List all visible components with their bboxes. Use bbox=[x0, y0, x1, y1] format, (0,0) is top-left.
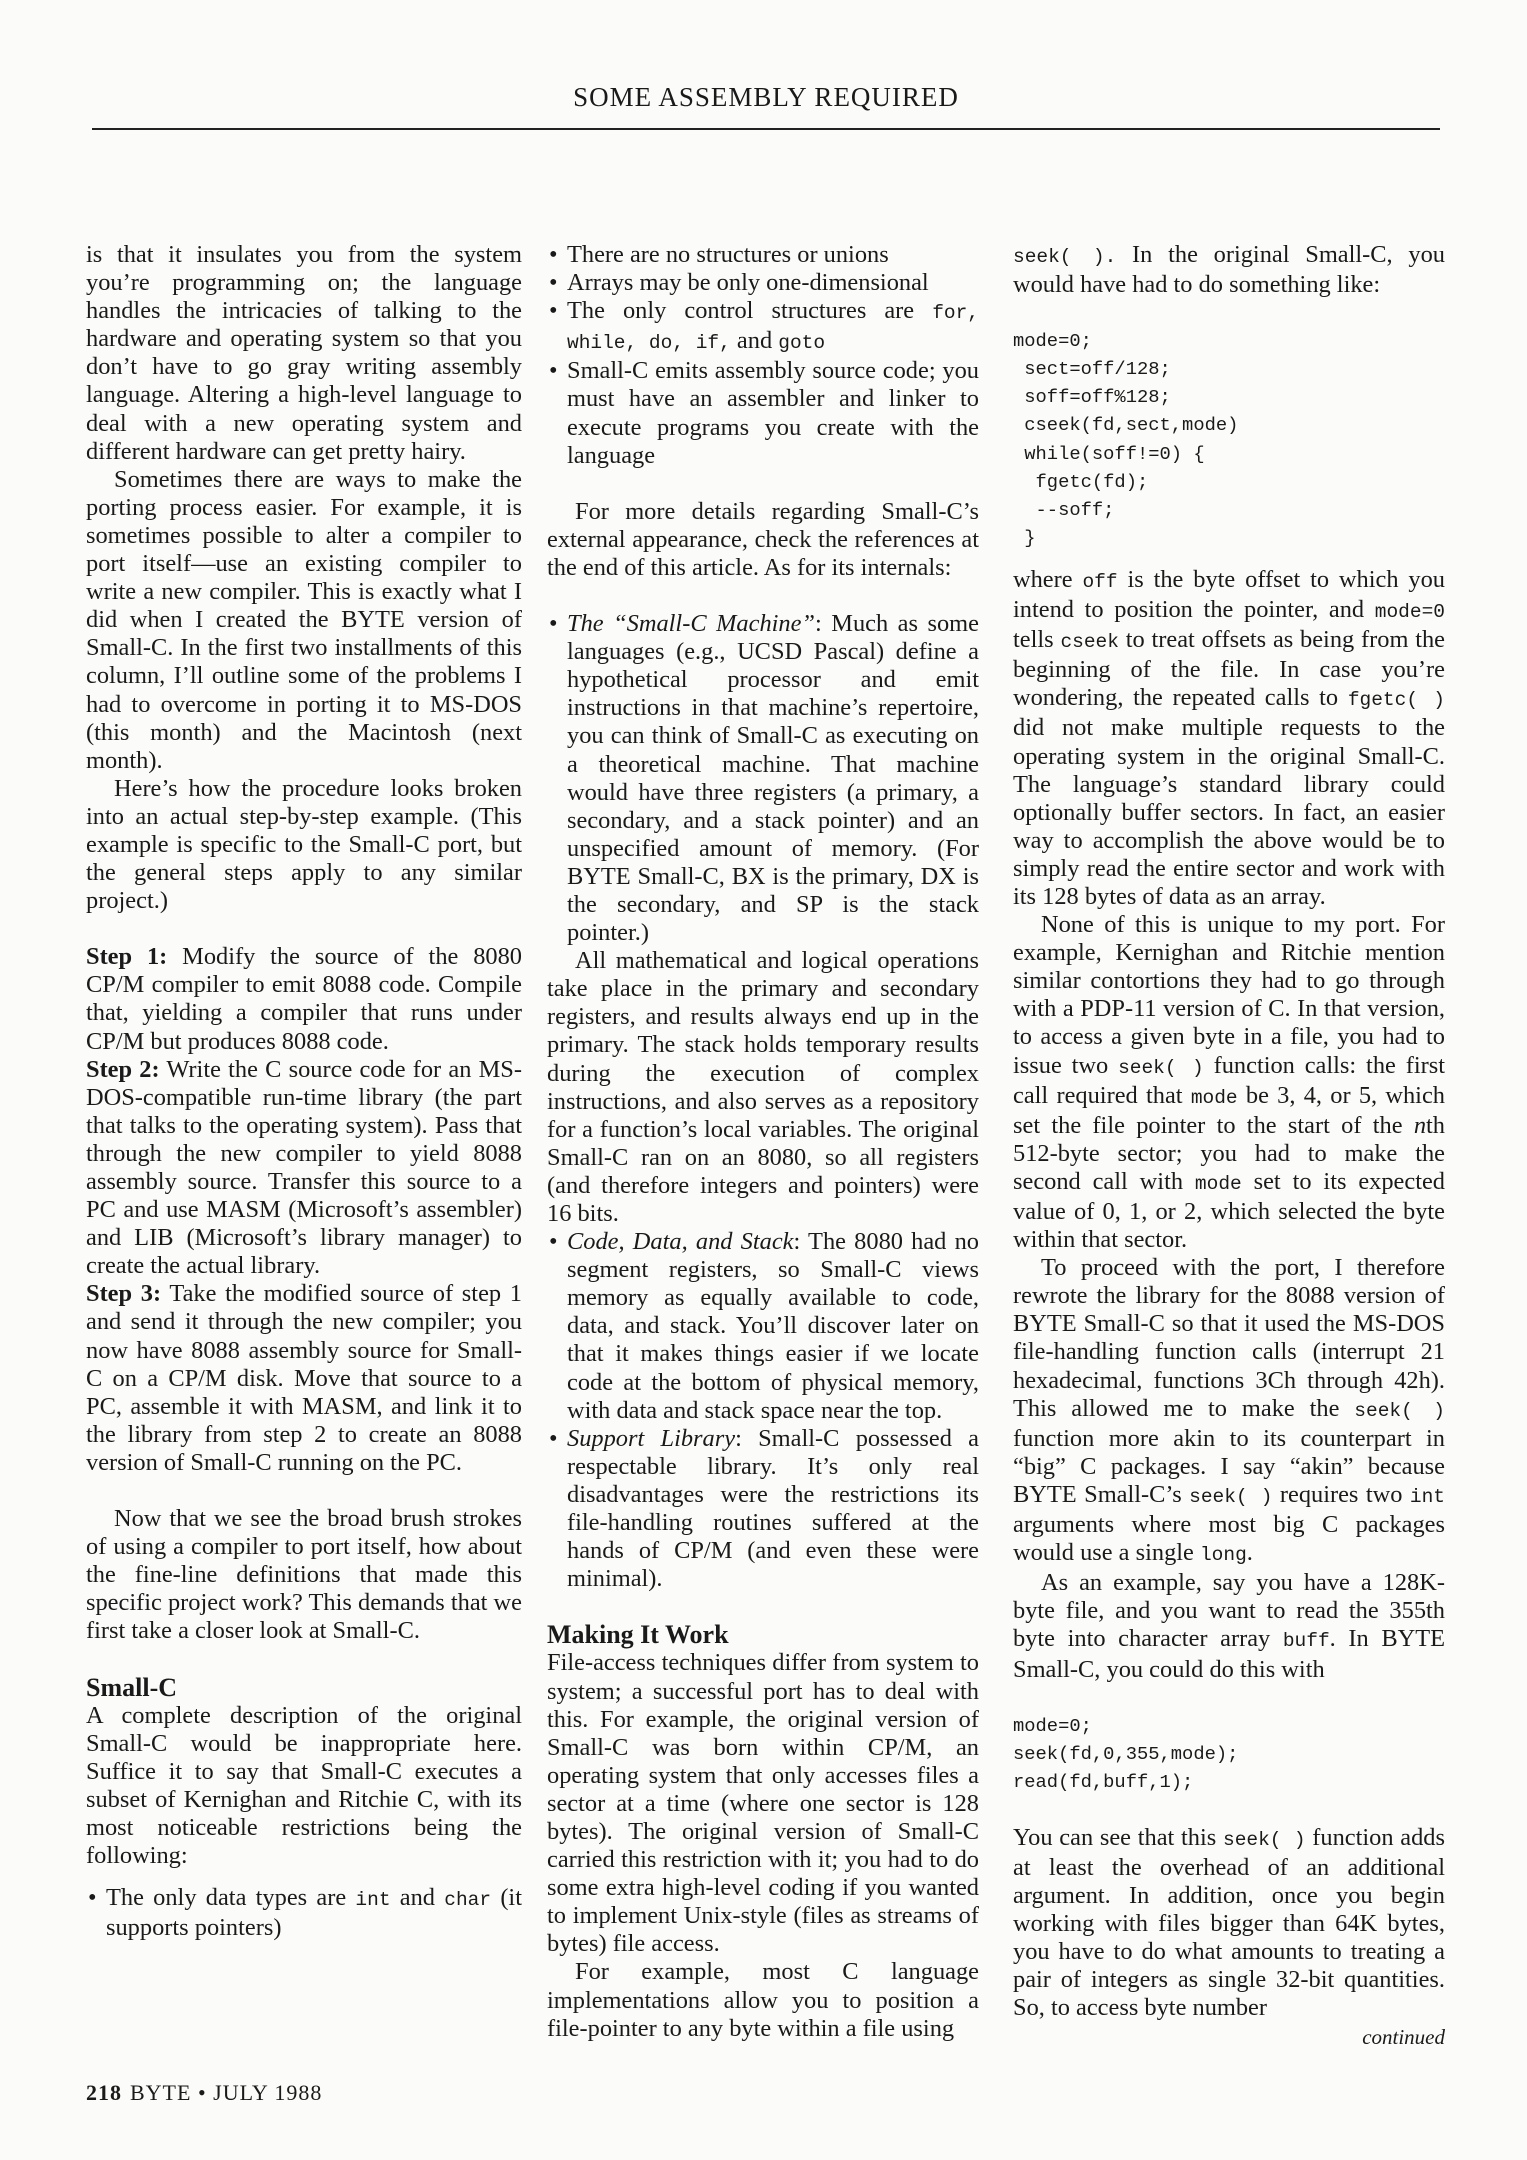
paragraph: To proceed with the port, I therefore rewrote the library for the 8088 version of BYTE Small-C so that it used the MS-DOS file-handling function calls (interrupt 21 hexadecimal, functions 3Ch through 42h). This allowed me to make the seek( ) function more akin to its counterpart in “big” C packages. I say “akin” because BYTE Small-C’s seek( ) requires two int arguments where most big C packages would use a single long. bbox=[1013, 1254, 1446, 1567]
header-rule bbox=[92, 128, 1440, 130]
step-text: Take the modified source of step 1 and send it through the new compiler; you now have 8088 assembly source for Small-C on a CP/M disk. Move that source to a PC, assemble it with MASM, and link it to the library from step 2 to create an 8088 version of Small-C running on the PC. bbox=[86, 1280, 522, 1476]
code-listing-1: mode=0; sect=off/128; soff=off%128; cseek(fd,sect,mode) while(soff!=0) { fgetc(fd); --soff; } bbox=[1013, 330, 1239, 549]
step-label: Step 3: bbox=[86, 1280, 162, 1308]
page-number: 218 bbox=[86, 2080, 122, 2105]
paragraph: File-access techniques differ from system to system; a successful port has to deal with this. For example, the original version of Small-C was born within CP/M, an operating system that only accesses files a sector at a time (where one sector is 128 bytes). The original version of Small-C carried this restriction with it; you had to do some extra high-level coding if you wanted to implement Unix-style (files as streams of bytes) file access. bbox=[547, 1649, 979, 1958]
step-label: Step 1: bbox=[86, 943, 168, 971]
list-item: • The only data types are int and char (it supports pointers) bbox=[86, 1884, 522, 1942]
column-2 bbox=[547, 241, 979, 2043]
paragraph: is that it insulates you from the system you’re programming on; the language handles the intricacies of talking to the hardware and operating system so that you don’t have to go gray writing assembly language. Altering a high-level language to deal with a new operating system and different hardware can get pretty hairy. bbox=[86, 241, 522, 465]
column-3 bbox=[1013, 241, 1445, 2051]
step-text: Write the C source code for an MS-DOS-compatible run-time library (the part that talks to the operating system). Pass that through the new compiler to yield 8088 assembly source. Transfer this source to a PC and use MASM (Microsoft’s assembler) and LIB (Microsoft’s library manager) to create the actual library. bbox=[86, 1055, 522, 1280]
list-item: • Code, Data, and Stack: The 8080 had no segment registers, so Small-C views memory as equally available to code, data, and stack. You’ll discover later on that it makes things easier if we locate code at the bottom of physical memory, with data and stack space near the top. bbox=[547, 1228, 979, 1425]
step-text: Modify the source of the 8080 CP/M compiler to emit 8088 code. Compile that, yielding a compiler that runs under CP/M but produces 8088 code. bbox=[86, 943, 522, 1055]
paragraph: Sometimes there are ways to make the porting process easier. For example, it is sometimes possible to alter a compiler to port itself—use an existing compiler to write a new compiler. This is exactly what I did when I created the BYTE version of Small-C. In the first two installments of this column, I’ll outline some of the problems I had to overcome in porting it to MS-DOS (this month) and the Macintosh (next month). bbox=[86, 465, 522, 774]
paragraph: A complete description of the original Small-C would be inappropriate here. Suffice it to say that Small-C executes a subset of Kernighan and Ritchie C, with its most noticeable restrictions being the following: bbox=[86, 1701, 522, 1870]
page-footer bbox=[86, 2080, 322, 2106]
restrictions-list-continued bbox=[547, 241, 979, 470]
paragraph: seek( ). In the original Small-C, you would have had to do something like: bbox=[1013, 241, 1445, 299]
step-3 bbox=[86, 1280, 522, 1477]
paragraph: You can see that this seek( ) function adds at least the overhead of an additional argument. In addition, once you begin working with files bigger than 64K bytes, you have to do what amounts to treating a pair of integers as single 32-bit quantities. So, to access byte number bbox=[1013, 1823, 1445, 2022]
paragraph: Here’s how the procedure looks broken into an actual step-by-step example. (This example is specific to the Small-C port, but the general steps apply to any similar project.) bbox=[86, 774, 522, 915]
step-1 bbox=[86, 943, 522, 1055]
list-item: • The “Small-C Machine”: Much as some languages (e.g., UCSD Pascal) define a hypothetical processor and emit instructions in that machine’s repertoire, you can think of Small-C as executing on a theoretical machine. That machine would have three registers (a primary, a secondary, and a stack pointer) and an unspecified amount of memory. (For BYTE Small-C, BX is the primary, DX is the secondary, and SP is the stack pointer.) bbox=[547, 610, 979, 947]
paragraph: All mathematical and logical operations take place in the primary and secondary registers, and results always end up in the primary. The stack holds temporary results during the execution of complex instructions, and also serves as a repository for a function’s local variables. The original Small-C ran on an 8080, so all registers (and therefore integers and pointers) were 16 bits. bbox=[547, 947, 979, 1227]
paragraph: As an example, say you have a 128K-byte file, and you want to read the 355th byte into character array buff. In BYTE Small-C, you could do this with bbox=[1013, 1569, 1446, 1683]
list-item: • Arrays may be only one-dimensional bbox=[547, 269, 979, 297]
continued-note: continued bbox=[1362, 2024, 1445, 2049]
list-item: • Small-C emits assembly source code; you must have an assembler and linker to execute programs you create with the language bbox=[547, 357, 979, 469]
list-item: • The only control structures are for, while, do, if, and goto bbox=[547, 297, 979, 357]
paragraph: For more details regarding Small-C’s external appearance, check the references at the end of this article. As for its internals: bbox=[547, 497, 979, 581]
paragraph: None of this is unique to my port. For example, Kernighan and Ritchie mention similar contortions they had to go through with a PDP-11 version of C. In that version, to access a given byte in a file, you had to issue two seek( ) function calls: the first call required that mode be 3, 4, or 5, which set the file pointer to the start of the nth 512-byte sector; you had to make the second call with mode set to its expected value of 0, 1, or 2, which selected the byte within that sector. bbox=[1013, 911, 1445, 1254]
section-heading: Small-C bbox=[86, 1672, 177, 1702]
internals-list bbox=[547, 610, 979, 947]
internals-list bbox=[547, 1228, 979, 1593]
list-item: • Support Library: Small-C possessed a respectable library. It’s only real disadvantages were the restrictions its file-handling routines suffered at the hands of CP/M (and even these were minimal). bbox=[547, 1425, 979, 1594]
paragraph: Now that we see the broad brush strokes of using a compiler to port itself, how about the fine-line definitions that made this specific project work? This demands that we first take a closer look at Small-C. bbox=[86, 1505, 522, 1645]
running-header: SOME ASSEMBLY REQUIRED bbox=[573, 82, 959, 112]
paragraph: For example, most C language implementations allow you to position a file-pointer to any byte within a file using bbox=[547, 1958, 979, 2042]
column-1 bbox=[86, 241, 522, 1942]
paragraph: where off is the byte offset to which you intend to position the pointer, and mode=0 tells cseek to treat offsets as being from the beginning of the file. In case you’re wondering, the repeated calls to fgetc( ) did not make multiple requests to the operating system in the original Small-C. The language’s standard library could optionally buffer sectors. In fact, an easier way to accomplish the above would be to simply read the entire sector and work with its 128 bytes of data as an array. bbox=[1013, 565, 1445, 910]
code-listing-2: mode=0; seek(fd,0,355,mode); read(fd,buff,1); bbox=[1013, 1714, 1239, 1793]
step-label: Step 2: bbox=[86, 1055, 160, 1083]
list-item: • There are no structures or unions bbox=[547, 241, 979, 269]
publication-info: BYTE • JULY 1988 bbox=[130, 2080, 323, 2105]
step-2 bbox=[86, 1056, 522, 1281]
restrictions-list bbox=[86, 1884, 522, 1942]
section-heading: Making It Work bbox=[547, 1620, 729, 1650]
